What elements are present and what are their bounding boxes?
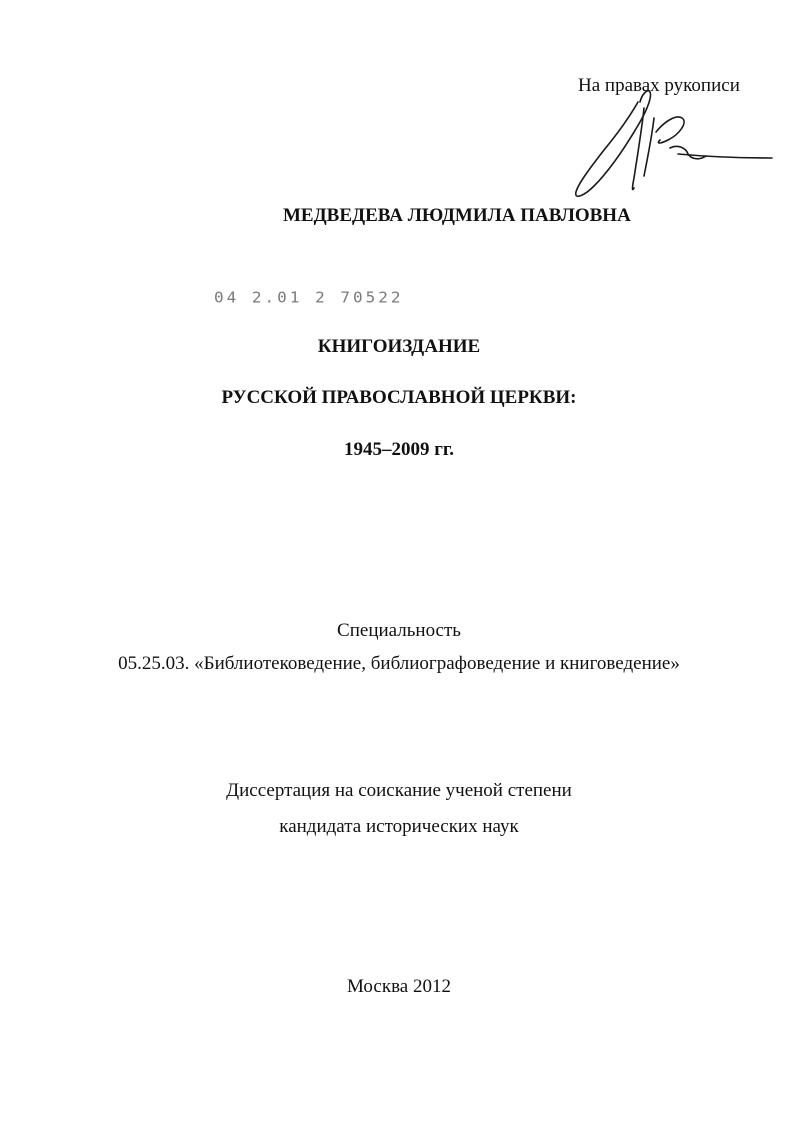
- title-line-2: РУССКОЙ ПРАВОСЛАВНОЙ ЦЕРКВИ:: [221, 387, 577, 408]
- archive-stamp-number: 04 2.01 2 70522: [214, 288, 404, 307]
- dissertation-degree-line-2: кандидата исторических наук: [279, 816, 519, 837]
- signature-curl-1: [656, 117, 684, 143]
- author-name: МЕДВЕДЕВА ЛЮДМИЛА ПАВЛОВНА: [283, 205, 631, 226]
- title-years: 1945–2009 гг.: [343, 439, 455, 460]
- handwritten-signature: [560, 88, 780, 203]
- signature-downstroke-2: [644, 118, 654, 176]
- signature-curl-2: [670, 146, 706, 158]
- dissertation-degree-line-1: Диссертация на соискание ученой степени: [226, 780, 572, 801]
- specialty-code: 05.25.03. «Библиотековедение, библиографоведение и книговедение»: [118, 653, 680, 674]
- city-year: Москва 2012: [347, 976, 451, 997]
- title-line-1: КНИГОИЗДАНИЕ: [317, 336, 481, 357]
- specialty-label: Специальность: [337, 620, 461, 641]
- signature-downstroke-1: [633, 108, 645, 190]
- manuscript-note: На правах рукописи: [578, 75, 740, 96]
